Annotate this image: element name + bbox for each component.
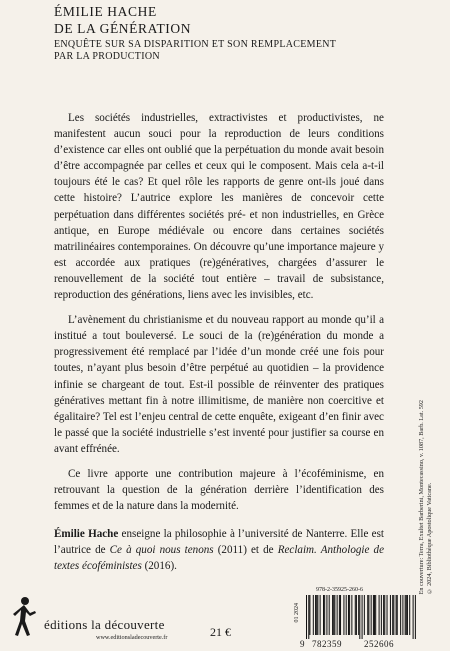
author-bio [54, 526, 384, 574]
cover-credit [418, 400, 434, 594]
barcode-bar [384, 595, 385, 635]
barcode [306, 595, 416, 639]
barcode-bar [375, 595, 376, 635]
book-subtitle [54, 39, 394, 63]
barcode-bar [306, 595, 307, 639]
cover-credit-line-1: En couverture: Terra, Exultet Barberini, Montecassino, v. 1087, Barb. Lat. 592 [418, 400, 425, 595]
back-cover-footer [0, 585, 450, 651]
barcode-bar [381, 595, 382, 635]
barcode-bar [356, 595, 357, 635]
barcode-bar [343, 595, 344, 635]
bio-author-name: Émilie Hache [54, 528, 119, 541]
blurb [54, 110, 384, 584]
barcode-bar [402, 595, 403, 635]
barcode-bar [351, 595, 352, 635]
barcode-bar [367, 595, 368, 635]
barcode-bar [390, 595, 391, 635]
barcode-bar [379, 595, 380, 635]
barcode-bar [308, 595, 309, 639]
barcode-bar [334, 595, 335, 635]
barcode-bar [383, 595, 384, 635]
barcode-bar [326, 595, 327, 635]
price: 21 € [210, 625, 231, 639]
isbn-first-digit: 9 [300, 639, 305, 649]
barcode-bar [359, 595, 360, 639]
barcode-bar [309, 595, 310, 635]
barcode-bar [337, 595, 338, 635]
subtitle-line-2: PAR LA PRODUCTION [54, 51, 160, 62]
barcode-bar [349, 595, 350, 635]
publisher-url: www.editionsladecouverte.fr [96, 634, 168, 641]
barcode-bar [371, 595, 372, 635]
barcode-bar [317, 595, 318, 635]
barcode-bar [320, 595, 321, 635]
barcode-bar [323, 595, 324, 635]
blurb-paragraph-2: L’avènement du christianisme et du nouveau rapport au monde qu’il a institué a tout bouleversé. Le souci de la (re)génération du monde a progressivement été remplacé par l’idée d’un monde créé une fois pour toutes, n’ayant plus besoin d’être perpétué au quotidien – la providence infinie se chargeant de tout. Est-il possible de réinventer des pratiques génératives mettant fin à notre illimitisme, de manière non coercitive et égalitaire? Tel est l’enjeu central de cette enquête, exigeant d’en finir avec le passé que la société industrielle s’est inventé pour justifier sa course en avant effrénée. [54, 314, 384, 455]
bio-book-2: Reclaim. Anthologie de textes écoféministes [54, 544, 384, 573]
isbn-group-1: 782359 [312, 639, 342, 649]
publisher-logo-icon [10, 595, 38, 637]
barcode-bar [368, 595, 369, 635]
book-title: DE LA GÉNÉRATION [54, 21, 192, 36]
book-header [54, 4, 394, 63]
subtitle-line-1: ENQUÊTE SUR SA DISPARITION ET SON REMPLACEMENT [54, 39, 337, 50]
barcode-bar [405, 595, 406, 635]
author-name: ÉMILIE HACHE [54, 4, 157, 19]
isbn-group-2: 252606 [364, 639, 394, 649]
barcode-bar [355, 595, 356, 635]
bio-text-1: enseigne la philosophie à l’université de Nanterre. Elle est l’autrice de [54, 528, 384, 557]
barcode-bar [374, 595, 375, 635]
barcode-bar [393, 595, 394, 635]
barcode-bar [324, 595, 325, 635]
barcode-bar [313, 595, 314, 635]
bio-book-1: Ce à quoi nous tenons [109, 544, 214, 557]
barcode-bar [409, 595, 410, 635]
barcode-bar [340, 595, 341, 635]
isbn-label: 978-2-35925-260-6 [316, 587, 363, 593]
barcode-bar [348, 595, 349, 635]
bio-text-3: (2016). [141, 560, 177, 573]
cover-credit-line-2: © 2024, Bibliothèque Apostolique Vaticane. [426, 482, 433, 595]
barcode-bar [329, 595, 330, 635]
barcode-bar [333, 595, 334, 635]
barcode-bar [397, 595, 398, 635]
barcode-bar [392, 595, 393, 635]
barcode-bar [346, 595, 347, 635]
barcode-bar [332, 595, 333, 635]
barcode-bar [406, 595, 407, 635]
barcode-bar [316, 595, 317, 635]
barcode-bar [413, 595, 414, 639]
barcode-bar [339, 595, 340, 635]
blurb-paragraph-1: Les sociétés industrielles, extractivistes et productivistes, ne manifestent aucun souci pour la reproduction de leurs conditions d’existence car elles ont oublié que la perpétuation du monde avait besoin d’être accompagnée par celles et ceux qui le composent. Mais cela a-t-il toujours été le cas? Et quel rôle les rapports de genre ont-ils joué dans cette histoire? L’autrice explore les manières de concevoir cette perpétuation dans différentes sociétés pré- et non industrielles, en Grèce antique, en Europe médiévale ou encore dans certaines sociétés matrilinéaires contemporaines. On découvre qu’une importance majeure y est accordée aux pratiques (re)génératives, chargées d’assurer le renouvellement de la société tout entière – travail de subsistance, reproduction des générations, liens avec les invisibles, etc. [54, 112, 384, 302]
barcode-bar [358, 595, 359, 635]
barcode-bar [387, 595, 388, 635]
barcode-bar [415, 595, 416, 639]
barcode-bar [364, 595, 365, 635]
edition-code: 01 2024 [294, 603, 300, 623]
barcode-bar [373, 595, 374, 635]
barcode-bar [396, 595, 397, 635]
blurb-paragraph-3: Ce livre apporte une contribution majeure à l’écoféminisme, en retrouvant la question de la génération derrière l’identification des femmes et de la nature dans la modernité. [54, 467, 384, 513]
barcode-bar [407, 595, 408, 635]
barcode-bar [362, 595, 363, 639]
barcode-bar [400, 595, 401, 635]
barcode-bar [315, 595, 316, 635]
publisher-name: éditions la découverte [44, 617, 165, 632]
bio-text-2: (2011) et de [213, 544, 278, 557]
